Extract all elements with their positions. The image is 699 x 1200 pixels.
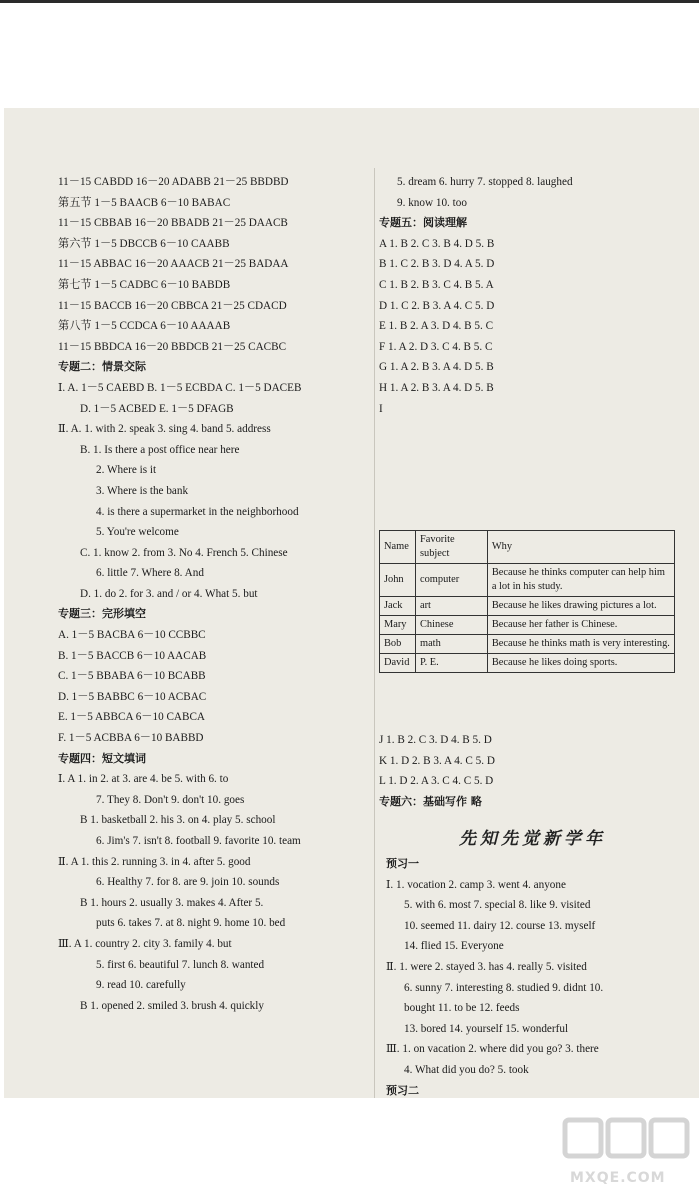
answer-table <box>379 530 675 673</box>
table-header-cell: Name <box>380 531 416 564</box>
table-row <box>380 597 675 616</box>
answer-line: Ⅲ. 1. on vacation 2. where did you go? 3. there <box>386 1043 599 1056</box>
answer-line: D. 1－5 ACBED E. 1－5 DFAGB <box>80 402 234 415</box>
section-heading: 专题五：阅读理解 <box>379 216 467 230</box>
answer-line: 5. first 6. beautiful 7. lunch 8. wanted <box>96 958 265 971</box>
answer-line: L 1. D 2. A 3. C 4. C 5. D <box>379 775 494 788</box>
table-cell: David <box>380 654 416 673</box>
answer-line: 7. They 8. Don't 9. don't 10. goes <box>96 793 245 806</box>
section-heading: 预习一 <box>386 857 419 870</box>
answer-line: 5. dream 6. hurry 7. stopped 8. laughed <box>397 176 573 188</box>
answer-line: 13. bored 14. yourself 15. wonderful <box>404 1022 569 1035</box>
answer-line: B 1. C 2. B 3. D 4. A 5. D <box>379 258 495 271</box>
table-header-cell: Why <box>487 531 674 564</box>
answer-line: Ⅲ. A 1. country 2. city 3. family 4. but <box>58 937 232 950</box>
table-cell: computer <box>415 564 487 597</box>
right-column <box>379 172 689 419</box>
answer-line: Ⅰ. A 1. in 2. at 3. are 4. be 5. with 6. to <box>58 773 229 786</box>
answer-line: E 1. B 2. A 3. D 4. B 5. C <box>379 320 494 333</box>
answer-line: H 1. A 2. B 3. A 4. D 5. B <box>379 381 494 394</box>
answer-line: E. 1－5 ABBCA 6－10 CABCA <box>58 711 206 724</box>
section-heading: 预习二 <box>386 1083 419 1097</box>
table-cell: Mary <box>380 616 416 635</box>
answer-line: B 1. basketball 2. his 3. on 4. play 5. school <box>80 814 276 827</box>
answer-line: C. 1－5 BBABA 6－10 BCABB <box>58 670 206 683</box>
table-header-row <box>380 531 675 564</box>
table-cell: Because he thinks math is very interesting. <box>487 635 674 654</box>
answer-line: 5. with 6. most 7. special 8. like 9. visited <box>404 899 591 912</box>
answer-line: 2. Where is it <box>96 464 157 477</box>
answer-line: A. 1－5 BACBA 6－10 CCBBC <box>58 629 206 642</box>
answer-line: D 1. C 2. B 3. A 4. C 5. D <box>379 299 495 312</box>
answer-line: 4. What did you do? 5. took <box>404 1063 529 1076</box>
table-row <box>380 564 675 597</box>
answer-line: 6. little 7. Where 8. And <box>96 567 204 580</box>
section-banner: 先知先觉新学年 <box>459 829 606 849</box>
answer-line: A 1. B 2. C 3. B 4. D 5. B <box>379 237 495 250</box>
answer-line: Ⅰ. A. 1－5 CAEBD B. 1－5 ECBDA C. 1－5 DACEB <box>58 381 302 394</box>
table-cell: Jack <box>380 597 416 616</box>
answer-line: bought 11. to be 12. feeds <box>404 1002 520 1015</box>
section-heading: 专题三：完形填空 <box>58 607 146 621</box>
section-heading: 专题四：短文填词 <box>58 751 146 765</box>
table-header-cell: Favorite subject <box>415 531 487 564</box>
answer-line: B. 1－5 BACCB 6－10 AACAB <box>58 649 207 662</box>
answer-line: 14. flied 15. Everyone <box>404 940 504 953</box>
section-heading: 专题二：情景交际 <box>58 360 146 374</box>
answer-line: F 1. A 2. D 3. C 4. B 5. C <box>379 340 493 353</box>
answer-line: 6. sunny 7. interesting 8. studied 9. didnt 10. <box>404 981 604 994</box>
answer-line: B 1. opened 2. smiled 3. brush 4. quickly <box>80 999 264 1012</box>
table-cell: math <box>415 635 487 654</box>
answer-line: B 1. hours 2. usually 3. makes 4. After 5. <box>80 896 264 909</box>
answer-line: I <box>379 402 383 415</box>
answer-line: 6. Healthy 7. for 8. are 9. join 10. sounds <box>96 876 280 889</box>
answer-line: 9. read 10. carefully <box>96 979 186 992</box>
table-cell: Because he likes doing sports. <box>487 654 674 673</box>
answer-line: 3. Where is the bank <box>96 484 189 497</box>
watermark-text: MXQE.COM <box>570 1170 666 1186</box>
table-cell: Bob <box>380 635 416 654</box>
table-cell: Because her father is Chinese. <box>487 616 674 635</box>
table-cell: John <box>380 564 416 597</box>
answer-line: 11－15 BBDCA 16－20 BBDCB 21－25 CACBC <box>58 340 287 353</box>
table-cell: Because he thinks computer can help him a lot in his study. <box>487 564 674 597</box>
table-cell: Because he likes drawing pictures a lot. <box>487 597 674 616</box>
answer-line: 6. Jim's 7. isn't 8. football 9. favorite 10. team <box>96 835 301 847</box>
section-heading: 专题六：基础写作 略 <box>379 794 482 808</box>
table-cell: art <box>415 597 487 616</box>
answer-line: 11－15 CABDD 16－20 ADABB 21－25 BBDBD <box>58 176 289 188</box>
answer-line: K 1. D 2. B 3. A 4. C 5. D <box>379 754 495 767</box>
answer-line: G 1. A 2. B 3. A 4. D 5. B <box>379 361 494 374</box>
answer-line: F. 1－5 ACBBA 6－10 BABBD <box>58 732 204 745</box>
answer-line: Ⅱ. A. 1. with 2. speak 3. sing 4. band 5. address <box>58 423 271 436</box>
table-row <box>380 616 675 635</box>
column-divider <box>374 168 375 1148</box>
answer-line: C 1. B 2. B 3. C 4. B 5. A <box>379 278 494 291</box>
answer-line: 第五节 1－5 BAACB 6－10 BABAC <box>58 196 231 209</box>
answer-line: 11－15 BACCB 16－20 CBBCA 21－25 CDACD <box>58 299 287 312</box>
left-column <box>58 172 368 1016</box>
answer-line: B. 1. Is there a post office near here <box>80 443 240 456</box>
answer-line: D. 1. do 2. for 3. and / or 4. What 5. but <box>80 587 258 600</box>
top-bar <box>0 0 699 108</box>
answer-line: 4. is there a supermarket in the neighborhood <box>96 505 299 518</box>
answer-line: 10. seemed 11. dairy 12. course 13. myself <box>404 919 596 932</box>
answer-line: 第六节 1－5 DBCCB 6－10 CAABB <box>58 237 230 250</box>
answer-line: Ⅰ. 1. vocation 2. camp 3. went 4. anyone <box>386 878 566 891</box>
answer-line: 第七节 1－5 CADBC 6－10 BABDB <box>58 278 231 291</box>
table-cell: Chinese <box>415 616 487 635</box>
table-cell: P. E. <box>415 654 487 673</box>
answer-line: Ⅱ. 1. were 2. stayed 3. has 4. really 5. visited <box>386 960 587 973</box>
answer-line: C. 1. know 2. from 3. No 4. French 5. Chinese <box>80 546 288 559</box>
answer-line: 9. know 10. too <box>397 196 467 209</box>
answer-line: D. 1－5 BABBC 6－10 ACBAC <box>58 690 207 703</box>
right-column-lower <box>379 730 495 812</box>
answer-line: 11－15 ABBAC 16－20 AAACB 21－25 BADAA <box>58 258 289 271</box>
table-row <box>380 635 675 654</box>
scanned-page <box>4 108 699 1098</box>
answer-line: 第八节 1－5 CCDCA 6－10 AAAAB <box>58 320 231 333</box>
answer-line: Ⅱ. A 1. this 2. running 3. in 4. after 5. good <box>58 855 251 868</box>
answer-line: puts 6. takes 7. at 8. night 9. home 10. bed <box>96 917 286 930</box>
answer-line: 11－15 CBBAB 16－20 BBADB 21－25 DAACB <box>58 217 288 230</box>
answer-line: 5. You're welcome <box>96 526 179 539</box>
answer-line: J 1. B 2. C 3. D 4. B 5. D <box>379 734 492 746</box>
table-row <box>380 654 675 673</box>
